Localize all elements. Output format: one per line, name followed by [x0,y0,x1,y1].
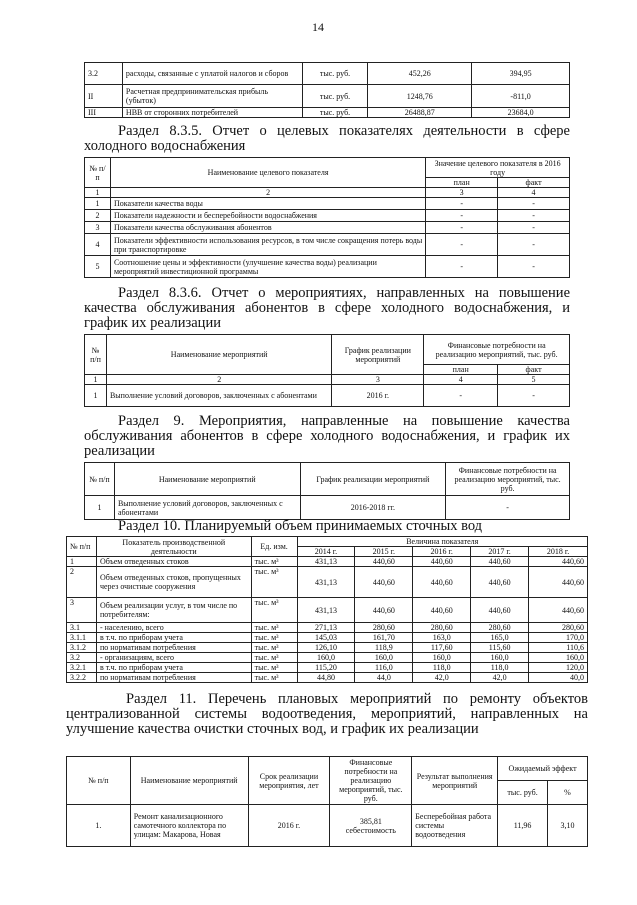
row-value: 44,0 [355,673,413,683]
row-name: Объем отведенных стоков [96,557,251,567]
row-number: 2 [67,567,97,598]
row-unit: тыс. руб. [302,108,368,118]
row-value: 160,0 [297,653,355,663]
row-value: 440,60 [529,598,588,623]
row-value-2: -811,0 [472,85,570,108]
row-value: 118,9 [355,643,413,653]
row-value: 280,60 [471,623,529,633]
row-fact: - [498,222,570,234]
row-value-1: 26488,87 [368,108,472,118]
row-plan: - [426,198,498,210]
row-unit: тыс. м³ [251,623,297,633]
row-number: 3 [67,598,97,623]
section-836-heading: Раздел 8.3.6. Отчет о мероприятиях, направленных на повышение качества обслуживания абонентов в сфере холодного водоснабжения, и график их реализации [84,285,570,331]
row-number: III [85,108,123,118]
row-fact: - [498,234,570,256]
header-year: 2016 г. [413,547,471,557]
table-row [85,210,570,222]
row-number: 5 [85,256,111,278]
row-unit: тыс. м³ [251,598,297,623]
header-schedule: График реализации мероприятий [300,463,446,496]
row-value: 431,13 [297,598,355,623]
section-10-table [66,536,588,683]
row-value: 440,60 [355,567,413,598]
row-value: 115,60 [471,643,529,653]
row-value: 440,60 [471,598,529,623]
table-row [67,663,588,673]
section-836-table [84,334,570,407]
row-schedule: 2016-2018 гг. [300,496,446,520]
row-value: 440,60 [413,598,471,623]
header-num: № п/п [67,757,131,805]
row-plan: - [426,234,498,256]
row-name: Расчетная предпринимательская прибыль (убыток) [122,85,302,108]
table-row [67,557,588,567]
header-fact: факт [498,178,570,188]
row-unit: тыс. руб. [302,63,368,85]
section-11-table [66,756,588,847]
row-number: 3.1.2 [67,643,97,653]
row-number: 1 [67,557,97,567]
row-value: 160,0 [355,653,413,663]
header-plan: план [424,365,498,375]
header-num: № п/п [85,335,107,375]
row-plan: - [426,256,498,278]
header-effect: Ожидаемый эффект [498,757,588,781]
row-value: 118,0 [471,663,529,673]
row-name: - населению, всего [96,623,251,633]
row-schedule: 2016 г. [332,385,424,407]
row-value: 440,60 [529,557,588,567]
row-number: 1. [67,805,131,847]
row-number: 2 [85,210,111,222]
section-9-heading: Раздел 9. Мероприятия, направленные на повышение качества обслуживания абонентов в сфере холодного водоснабжения, и график их реализации [84,413,570,459]
row-name: Соотношение цены и эффективности (улучшение качества воды) реализации мероприятий инвестиционной программы [110,256,425,278]
row-number: II [85,85,123,108]
table-row [67,623,588,633]
page-number: 14 [312,20,324,34]
row-name: Ремонт канализационного самотечного коллектора по улицам: Макарова, Новая [130,805,248,847]
row-value: 440,60 [355,598,413,623]
row-finance-value: 385,81 [359,816,382,826]
row-fact: - [498,256,570,278]
row-value: 440,60 [413,567,471,598]
section-835-table [84,157,570,278]
row-result: Бесперебойная работа системы водоотведения [412,805,498,847]
table-row [67,673,588,683]
row-value: 440,60 [413,557,471,567]
table-row [85,108,570,118]
row-unit: тыс. м³ [251,567,297,598]
row-number: 3.1.1 [67,633,97,643]
row-name: - организациям, всего [96,653,251,663]
header-name: Наименование мероприятий [130,757,248,805]
table-row [85,234,570,256]
row-value: 440,60 [529,567,588,598]
header-name: Наименование целевого показателя [110,158,425,188]
table-row [85,385,570,407]
row-name: Показатели качества воды [110,198,425,210]
row-name: по нормативам потребления [96,643,251,653]
section-10-heading: Раздел 10. Планируемый объем принимаемых сточных вод [118,518,483,534]
index-cell: 5 [498,375,570,385]
table-row [85,85,570,108]
row-value: 42,0 [413,673,471,683]
table-row [67,567,588,598]
table-row [67,633,588,643]
row-name: НВВ от сторонних потребителей [122,108,302,118]
table-row [85,222,570,234]
row-value: 120,0 [529,663,588,673]
row-value: 126,10 [297,643,355,653]
row-value: 118,0 [413,663,471,673]
row-name: расходы, связанные с уплатой налогов и сборов [122,63,302,85]
header-unit: Ед. изм. [251,537,297,557]
row-unit: тыс. м³ [251,663,297,673]
row-value: 440,60 [355,557,413,567]
row-fact: - [498,385,570,407]
row-effect-abs: 11,96 [498,805,548,847]
table-row [67,653,588,663]
row-value: 280,60 [355,623,413,633]
header-name: Показатель производственной деятельности [96,537,251,557]
row-value: 165,0 [471,633,529,643]
row-unit: тыс. руб. [302,85,368,108]
row-value: 440,60 [471,557,529,567]
row-name: Выполнение условий договоров, заключенных с абонентами [106,385,331,407]
row-value: 160,0 [413,653,471,663]
index-cell: 4 [498,188,570,198]
row-plan: - [424,385,498,407]
index-cell: 1 [85,375,107,385]
row-name: в т.ч. по приборам учета [96,633,251,643]
section-9-table [84,462,570,520]
index-row [85,188,570,198]
index-cell: 1 [85,188,111,198]
header-term: Срок реализации мероприятия, лет [248,757,330,805]
header-num: № п/п [85,463,115,496]
row-value: 40,0 [529,673,588,683]
header-finance: Финансовые потребности на реализацию мероприятий, тыс. руб. [446,463,570,496]
header-effect-pct: % [548,781,588,805]
row-value: 163,0 [413,633,471,643]
row-unit: тыс. м³ [251,633,297,643]
row-effect-pct: 3,10 [548,805,588,847]
header-effect-abs: тыс. руб. [498,781,548,805]
row-value: 110,6 [529,643,588,653]
row-number: 3.2.1 [67,663,97,673]
row-value: 160,0 [529,653,588,663]
index-cell: 3 [332,375,424,385]
row-value: 44,80 [297,673,355,683]
row-number: 4 [85,234,111,256]
row-value: 280,60 [529,623,588,633]
row-value: 160,0 [471,653,529,663]
table-row [85,496,570,520]
index-cell: 2 [106,375,331,385]
row-value: 115,20 [297,663,355,673]
row-name: Показатели качества обслуживания абонентов [110,222,425,234]
header-fact: факт [498,365,570,375]
header-plan: план [426,178,498,188]
row-name: Объем реализации услуг, в том числе по потребителям: [96,598,251,623]
row-value-2: 23684,0 [472,108,570,118]
row-value: 161,70 [355,633,413,643]
row-unit: тыс. м³ [251,557,297,567]
table-row [85,198,570,210]
index-cell: 3 [426,188,498,198]
row-name: Показатели надежности и бесперебойности водоснабжения [110,210,425,222]
header-num: № п/п [85,158,111,188]
row-number: 3.1 [67,623,97,633]
table-row [85,256,570,278]
row-unit: тыс. м³ [251,673,297,683]
row-number: 3.2 [67,653,97,663]
row-name: по нормативам потребления [96,673,251,683]
row-fact: - [498,210,570,222]
row-value: 431,13 [297,567,355,598]
row-plan: - [426,222,498,234]
table-row [85,63,570,85]
row-number: 1 [85,496,115,520]
row-value: 170,0 [529,633,588,643]
header-year: 2017 г. [471,547,529,557]
row-name: в т.ч. по приборам учета [96,663,251,673]
row-term: 2016 г. [248,805,330,847]
header-name: Наименование мероприятий [114,463,300,496]
row-name: Объем отведенных стоков, пропущенных через очистные сооружения [96,567,251,598]
header-name: Наименование мероприятий [106,335,331,375]
table-row [67,643,588,653]
index-cell: 2 [110,188,425,198]
row-value-2: 394,95 [472,63,570,85]
header-value: Значение целевого показателя в 2016 году [426,158,570,178]
row-finance: - [446,496,570,520]
section-835-heading: Раздел 8.3.5. Отчет о целевых показателях деятельности в сфере холодного водоснабжения [84,123,570,154]
row-value: 440,60 [471,567,529,598]
top-table [84,62,570,118]
row-value-1: 1248,76 [368,85,472,108]
header-year: 2018 г. [529,547,588,557]
section-11-heading: Раздел 11. Перечень плановых мероприятий по ремонту объектов централизованной системы водоотведения, мероприятий, направленных на улучшение качества очистки сточных вод, и график их реализации [66,691,588,737]
row-plan: - [426,210,498,222]
header-num: № п/п [67,537,97,557]
row-value: 117,60 [413,643,471,653]
row-value: 280,60 [413,623,471,633]
row-finance-note: себестоимость [345,825,396,835]
row-unit: тыс. м³ [251,653,297,663]
row-value: 42,0 [471,673,529,683]
row-finance [330,805,412,847]
header-values: Величина показателя [297,537,587,547]
header-year: 2014 г. [297,547,355,557]
row-number: 3.2.2 [67,673,97,683]
row-value: 431,13 [297,557,355,567]
header-result: Результат выполнения мероприятий [412,757,498,805]
index-cell: 4 [424,375,498,385]
header-schedule: График реализации мероприятий [332,335,424,375]
header-finance: Финансовые потребности на реализацию мероприятий, тыс. руб. [330,757,412,805]
row-number: 3 [85,222,111,234]
row-name: Показатели эффективности использования ресурсов, в том числе сокращения потерь воды при транспортировке [110,234,425,256]
row-fact: - [498,198,570,210]
row-value: 271,13 [297,623,355,633]
header-finance: Финансовые потребности на реализацию мероприятий, тыс. руб. [424,335,570,365]
row-unit: тыс. м³ [251,643,297,653]
row-value: 116,0 [355,663,413,673]
table-row [67,805,588,847]
row-number: 3.2 [85,63,123,85]
table-row [67,598,588,623]
row-value-1: 452,26 [368,63,472,85]
index-row [85,375,570,385]
row-value: 145,03 [297,633,355,643]
row-number: 1 [85,198,111,210]
row-name: Выполнение условий договоров, заключенных с абонентами [114,496,300,520]
row-number: 1 [85,385,107,407]
header-year: 2015 г. [355,547,413,557]
